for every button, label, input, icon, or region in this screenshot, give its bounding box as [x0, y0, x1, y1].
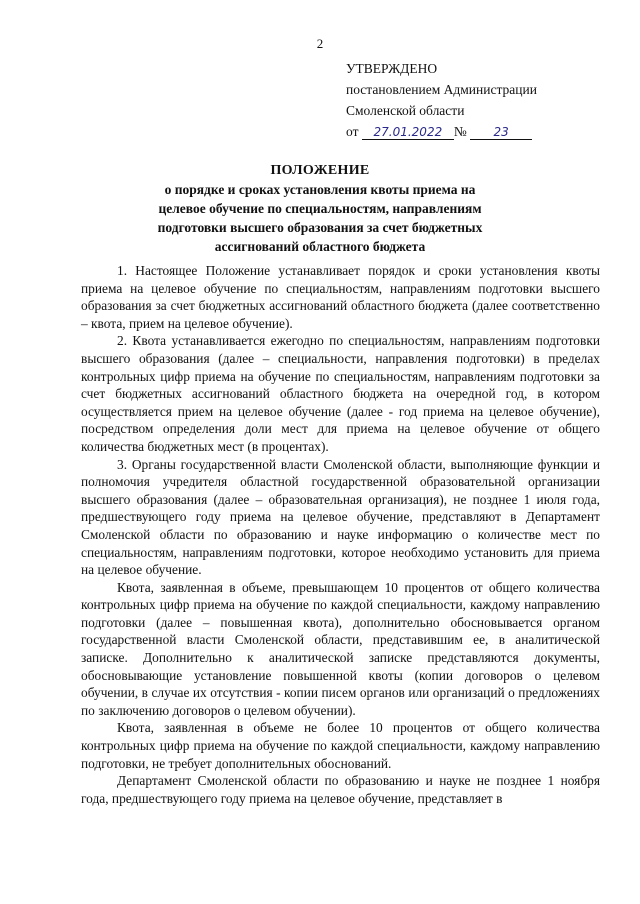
title-subtitle-line: ассигнований областного бюджета: [214, 239, 426, 254]
document-body: [81, 262, 600, 807]
number-prefix: №: [453, 124, 467, 139]
title-subtitle-line: целевое обучение по специальностям, направлениям: [158, 201, 482, 216]
paragraph-6: Департамент Смоленской области по образованию и науке не позднее 1 ноября года, предшествующего году приема на целевое обучение, представляет в: [81, 773, 600, 806]
paragraph-1: 1. Настоящее Положение устанавливает порядок и сроки установления квоты приема на целевое обучение по специальностям, направлениям подготовки высшего образования за счет бюджетных ассигнований областного бюджета (далее соответственно – квота, прием на целевое обучение).: [81, 263, 600, 331]
page-number: 2: [316, 36, 324, 51]
document-title: [80, 161, 560, 256]
approval-line-1: постановлением Администрации: [346, 82, 537, 97]
paragraph-5: Квота, заявленная в объеме не более 10 процентов от общего количества контрольных цифр приема на обучение по каждой специальности, каждому направлению подготовки, не требует дополнительных обоснований.: [81, 720, 600, 771]
paragraph-2: 2. Квота устанавливается ежегодно по специальностям, направлениям подготовки высшего образования (далее – специальности, направления подготовки) в пределах контрольных цифр приема на обучение по специальностям, направлениям подготовки за счет бюджетных ассигнований областного бюджета на очередной год, в котором осуществляется прием на целевое обучение (далее - год приема на целевое обучение), посредством определения доли мест для приема на целевое обучение от общего количества бюджетных мест (в процентах).: [81, 333, 600, 454]
approval-date-line: [346, 121, 537, 142]
title-subtitle-line: подготовки высшего образования за счет бюджетных: [157, 220, 483, 235]
title-main: ПОЛОЖЕНИЕ: [270, 163, 370, 178]
paragraph-4: Квота, заявленная в объеме, превышающем 10 процентов от общего количества контрольных цифр приема на обучение по каждой специальности, каждому направлению подготовки (далее – повышенная квота), дополнительно обосновывается органом государственной власти Смоленской области, представившим ее, в аналитической записке. Дополнительно к аналитической записке представляются документы, обосновывающие установление повышенной квоты (копии договоров о целевом обучении, в случае их отсутствия - копии писем органов или организаций о предложениях по заключению договоров о целевом обучении).: [81, 579, 600, 718]
approval-line-2: Смоленской области: [346, 103, 465, 118]
handwritten-date: 27.01.2022: [362, 125, 454, 140]
title-subtitle-line: о порядке и сроках установления квоты приема на: [164, 182, 476, 197]
handwritten-number: 23: [470, 125, 532, 140]
date-prefix: от: [346, 124, 359, 139]
approval-heading: УТВЕРЖДЕНО: [346, 61, 438, 76]
paragraph-3: 3. Органы государственной власти Смоленской области, выполняющие функции и полномочия учредителя областной государственной образовательной организации высшего образования (далее – образовательная организация), не позднее 1 июля года, предшествующего году приема на целевое обучение, представляют в Департамент Смоленской области по образованию и науке информацию о количестве мест по специальностям, направлениям подготовки, которое необходимо установить для приема на целевое обучение.: [81, 456, 600, 578]
approval-stamp: [346, 58, 537, 142]
